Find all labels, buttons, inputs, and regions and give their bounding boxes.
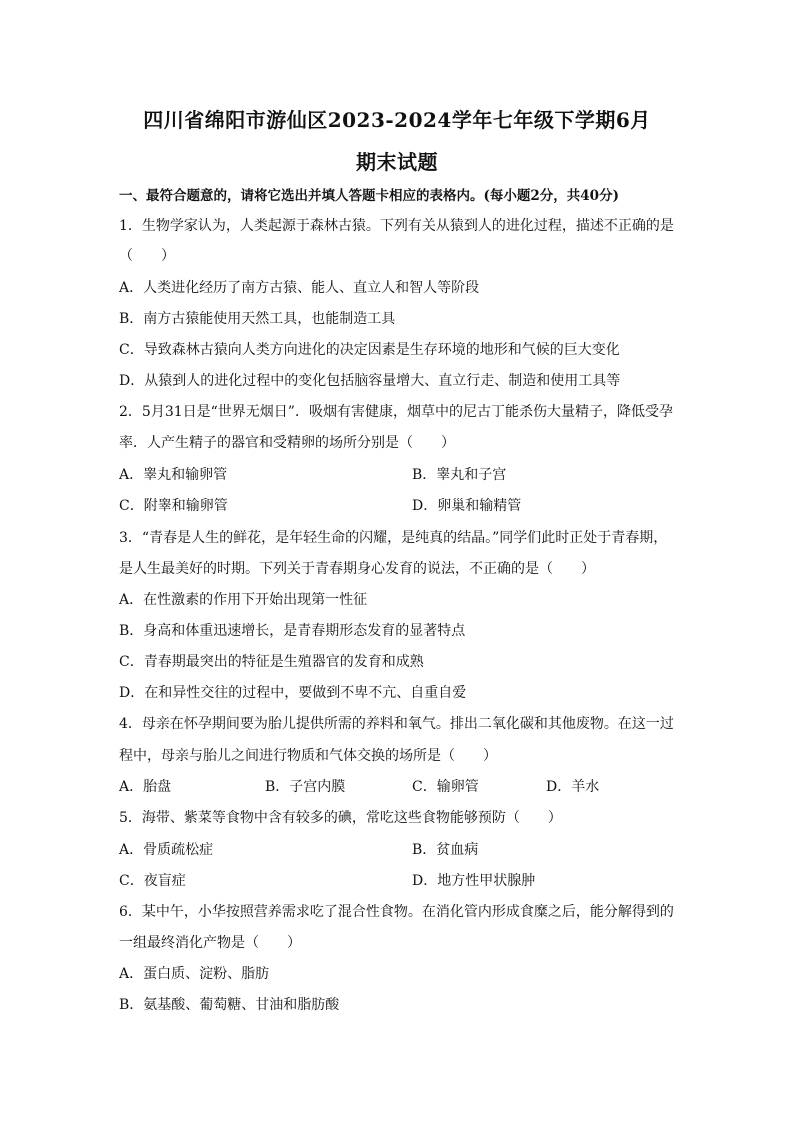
section-heading: 一、最符合题意的，请将它选出并填人答题卡相应的表格内。(每小题2分，共40分) xyxy=(119,188,619,204)
question-4-option-c: C．输卵管 xyxy=(412,779,479,795)
question-5-option-b: B．贫血病 xyxy=(412,842,479,858)
question-6-stem-line2: 一组最终消化产物是（ ） xyxy=(119,935,301,951)
question-1-option-b: B．南方古猿能使用天然工具，也能制造工具 xyxy=(119,311,396,327)
question-6-option-a: A．蛋白质、淀粉、脂肪 xyxy=(119,966,270,982)
question-2-stem-line2: 率．人产生精子的器官和受精卵的场所分别是（ ） xyxy=(119,435,455,451)
question-3-option-a: A．在性激素的作用下开始出现第一性征 xyxy=(119,592,368,608)
question-4-option-a: A．胎盘 xyxy=(119,779,172,795)
question-3-option-d: D．在和异性交往的过程中，要做到不卑不亢、自重自爱 xyxy=(119,685,467,701)
question-3-option-b: B．身高和体重迅速增长，是青春期形态发育的显著特点 xyxy=(119,623,466,639)
question-5-option-c: C．夜盲症 xyxy=(119,873,186,889)
question-1-stem-line1: 1．生物学家认为，人类起源于森林古猿。下列有关从猿到人的进化过程，描述不正确的是 xyxy=(119,218,674,234)
question-5-option-a: A．骨质疏松症 xyxy=(119,842,214,858)
question-3-option-c: C．青春期最突出的特征是生殖器官的发育和成熟 xyxy=(119,654,424,670)
question-2-stem-line1: 2．5月31日是“世界无烟日”．吸烟有害健康，烟草中的尼古丁能杀伤大量精子，降低受孕 xyxy=(119,404,673,420)
question-3-stem-line1: 3．“青春是人生的鲜花，是年轻生命的闪耀，是纯真的结晶。”同学们此时正处于青春期， xyxy=(119,530,668,546)
question-4-option-d: D．羊水 xyxy=(546,779,600,795)
exam-title-line2: 期末试题 xyxy=(356,150,438,174)
question-4-stem-line2: 程中，母亲与胎儿之间进行物质和气体交换的场所是（ ） xyxy=(119,748,497,764)
question-6-option-b: B．氨基酸、葡萄糖、甘油和脂肪酸 xyxy=(119,997,340,1013)
question-4-stem-line1: 4．母亲在怀孕期间要为胎儿提供所需的养料和氧气。排出二氧化碳和其他废物。在这一过 xyxy=(119,716,674,732)
question-2-option-b: B．睾丸和子宫 xyxy=(412,467,507,483)
question-2-option-c: C．附睾和输卵管 xyxy=(119,498,228,514)
question-1-option-c: C．导致森林古猿向人类方向进化的决定因素是生存环境的地形和气候的巨大变化 xyxy=(119,342,620,358)
question-1-option-a: A．人类进化经历了南方古猿、能人、直立人和智人等阶段 xyxy=(119,280,480,296)
question-1-stem-line2: （ ） xyxy=(119,248,175,264)
question-4-option-b: B．子宫内膜 xyxy=(265,779,346,795)
question-2-option-a: A．睾丸和输卵管 xyxy=(119,467,228,483)
question-1-option-d: D．从猿到人的进化过程中的变化包括脑容量增大、直立行走、制造和使用工具等 xyxy=(119,373,621,389)
question-2-option-d: D．卵巢和输精管 xyxy=(412,498,522,514)
exam-title-line1: 四川省绵阳市游仙区2023-2024学年七年级下学期6月 xyxy=(143,108,651,132)
question-6-stem-line1: 6．某中午，小华按照营养需求吃了混合性食物。在消化管内形成食糜之后，能分解得到的 xyxy=(119,904,674,920)
question-5-stem: 5．海带、紫菜等食物中含有较多的碘，常吃这些食物能够预防（ ） xyxy=(119,810,562,826)
question-3-stem-line2: 是人生最美好的时期。下列关于青春期身心发育的说法，不正确的是（ ） xyxy=(119,561,595,577)
question-5-option-d: D．地方性甲状腺肿 xyxy=(412,873,536,889)
